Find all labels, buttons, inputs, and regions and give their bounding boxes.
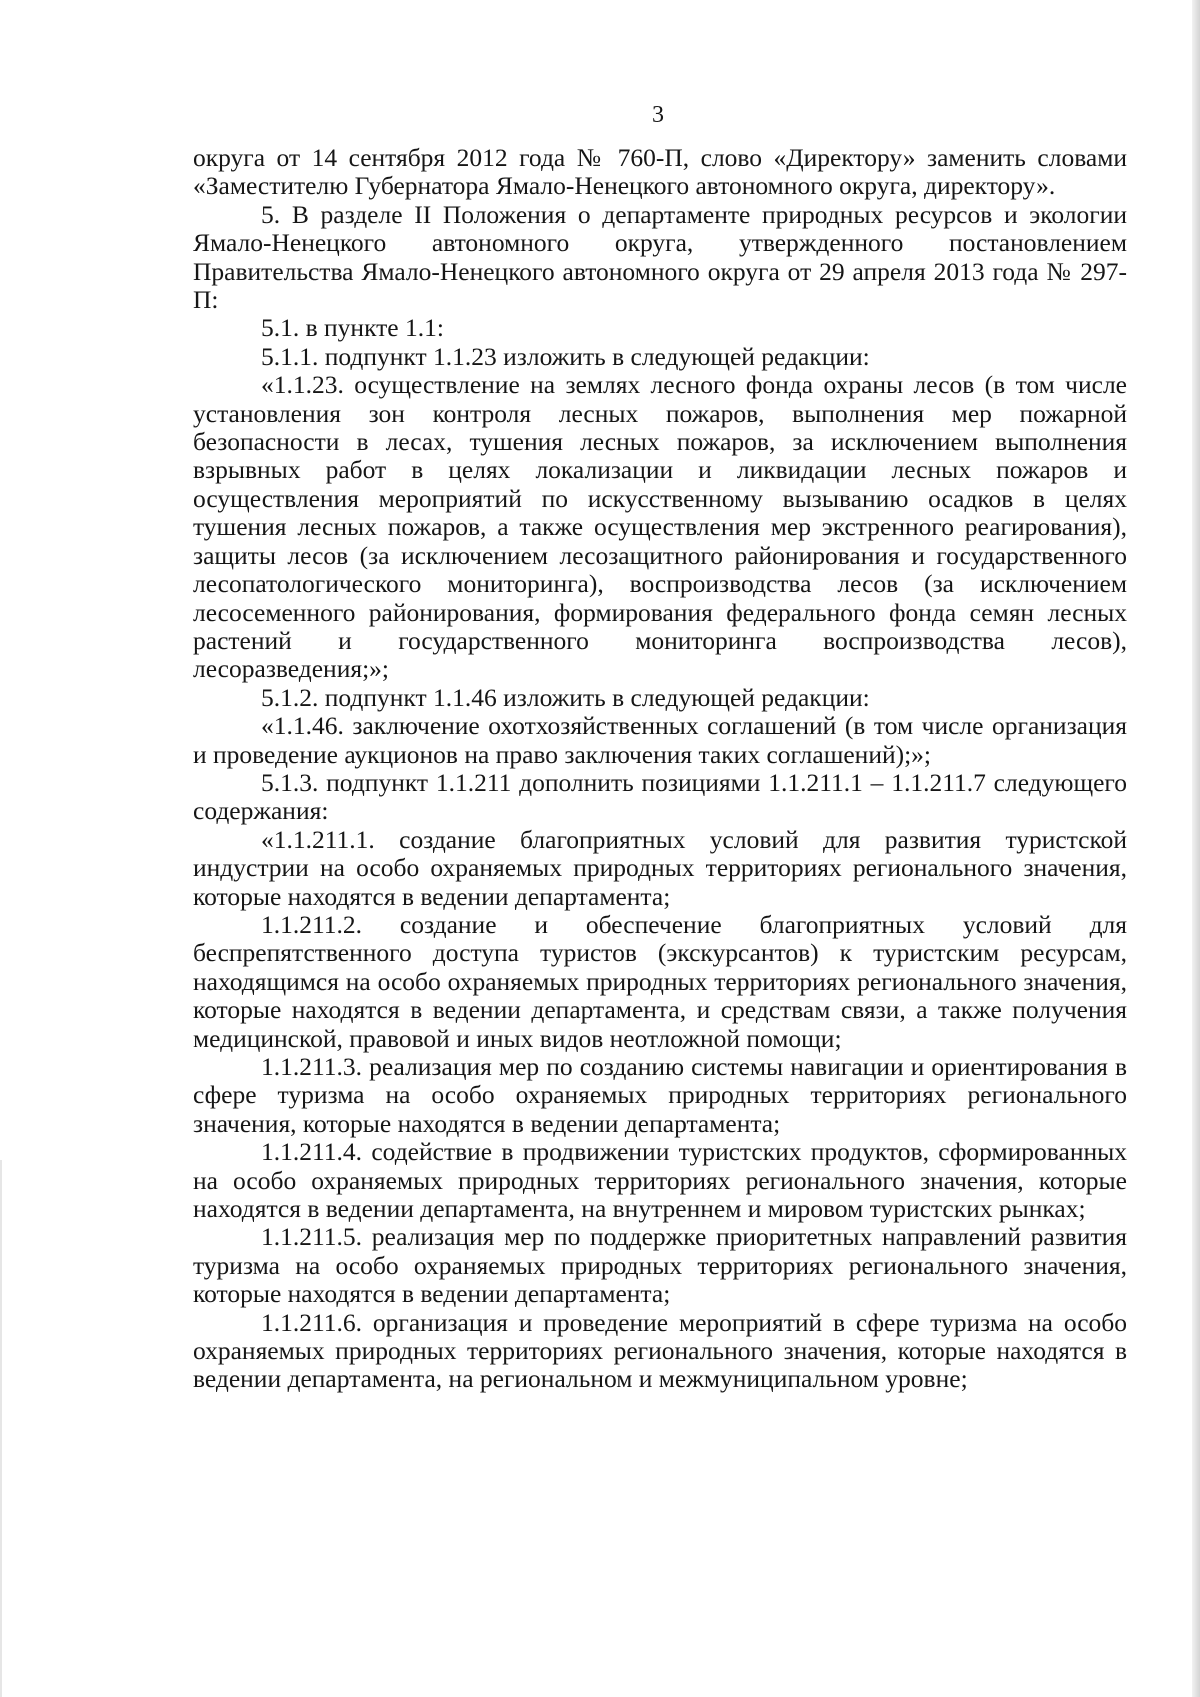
paragraph-1-1-211-4: 1.1.211.4. содействие в продвижении туристских продуктов, сформированных на особо охраняемых природных территориях регионального значения, которые находятся в ведении департамента, на внутреннем и мировом туристских рынках; — [193, 1137, 1127, 1224]
scan-edge-shadow — [1192, 0, 1200, 1697]
document-body — [193, 144, 1127, 1394]
paragraph-item-5-1-1: 5.1.1. подпункт 1.1.23 изложить в следующей редакции: — [261, 341, 870, 371]
paragraph-1-1-211-6: 1.1.211.6. организация и проведение мероприятий в сфере туризма на особо охраняемых природных территориях регионального значения, которые находятся в ведении департамента, на региональном и межмуниципальном уровне; — [193, 1307, 1127, 1394]
paragraph-continuation: округа от 14 сентября 2012 года № 760-П, слово «Директору» заменить словами «Заместителю Губернатора Ямало-Ненецкого автономного округа, директору». — [193, 143, 1127, 201]
paragraph-quote-1-1-46: «1.1.46. заключение охотхозяйственных соглашений (в том числе организация и проведение аукционов на право заключения таких соглашений);»; — [193, 711, 1127, 769]
paragraph-1-1-211-2: 1.1.211.2. создание и обеспечение благоприятных условий для беспрепятственного доступа туристов (экскурсантов) к туристским ресурсам, находящимся на особо охраняемых природных территориях регионального значения, которые находятся в ведении департамента, и средствам связи, а также получения медицинской, правовой и иных видов неотложной помощи; — [193, 909, 1127, 1053]
page-number: 3 — [652, 102, 664, 128]
paragraph-item-5-1-2: 5.1.2. подпункт 1.1.46 изложить в следующей редакции: — [261, 682, 870, 712]
paragraph-quote-1-1-211-1: «1.1.211.1. создание благоприятных условий для развития туристской индустрии на особо охраняемых природных территориях регионального значения, которые находятся в ведении департамента; — [193, 824, 1127, 911]
paragraph-item-5-1-3: 5.1.3. подпункт 1.1.211 дополнить позициями 1.1.211.1 – 1.1.211.7 следующего содержания: — [193, 767, 1127, 826]
paragraph-1-1-211-3: 1.1.211.3. реализация мер по созданию системы навигации и ориентирования в сфере туризма на особо охраняемых природных территориях регионального значения, которые находятся в ведении департамента; — [193, 1052, 1127, 1138]
paragraph-item-5-1: 5.1. в пункте 1.1: — [261, 313, 444, 343]
paragraph-1-1-211-5: 1.1.211.5. реализация мер по поддержке приоритетных направлений развития туризма на особо охраняемых природных территориях регионального значения, которые находятся в ведении департамента; — [193, 1222, 1127, 1309]
paragraph-quote-1-1-23: «1.1.23. осуществление на землях лесного фонда охраны лесов (в том числе установления зон контроля лесных пожаров, выполнения мер пожарной безопасности в лесах, тушения лесных пожаров, за исключением выполнения взрывных работ в целях локализации и ликвидации лесных пожаров и осуществления мероприятий по искусственному вызыванию осадков в целях тушения лесных пожаров, а также осуществления мер экстренного реагирования), защиты лесов (за исключением лесозащитного районирования и государственного лесопатологического мониторинга), воспроизводства лесов (за исключением лесосеменного районирования, формирования федерального фонда семян лесных растений и государственного мониторинга воспроизводства лесов), лесоразведения;»; — [193, 370, 1127, 684]
paragraph-item-5: 5. В разделе II Положения о департаменте природных ресурсов и экологии Ямало-Ненецкого автономного округа, утвержденного постановлением Правительства Ямало-Ненецкого автономного округа от 29 апреля 2013 года № 297-П: — [193, 199, 1127, 315]
scan-edge-left — [0, 1160, 2, 1697]
